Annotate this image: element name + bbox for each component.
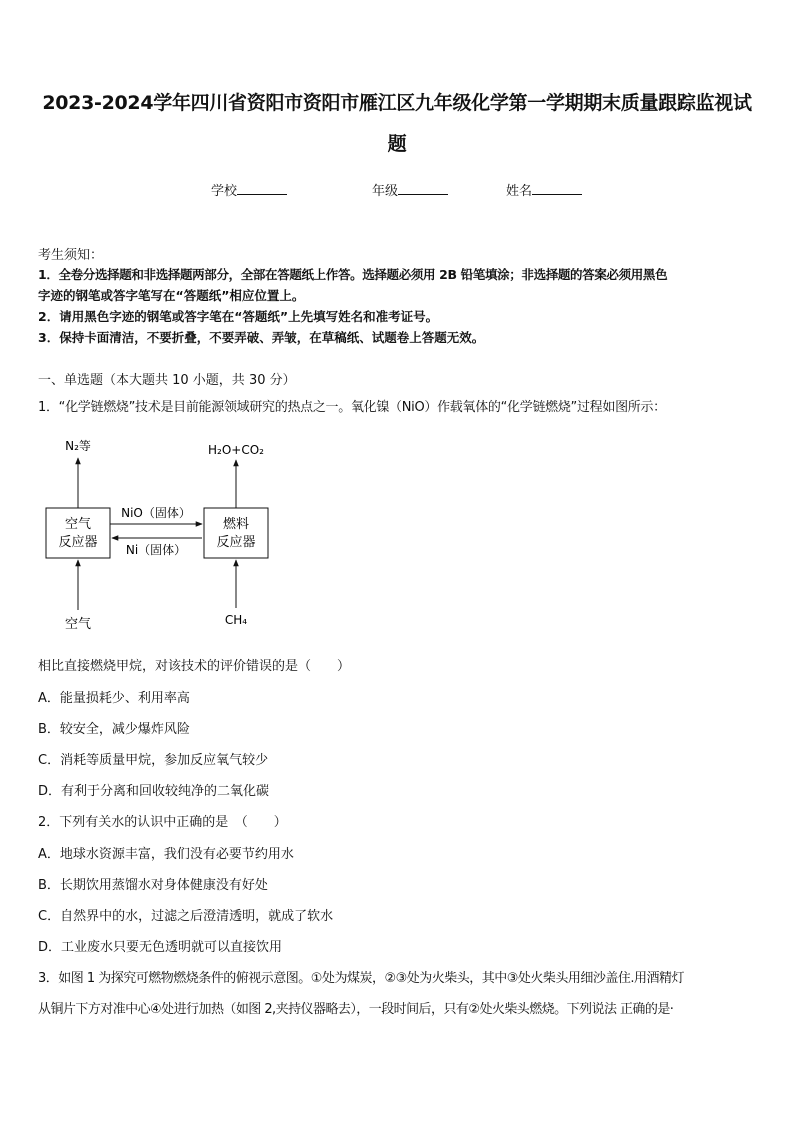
school-field xyxy=(211,180,287,199)
q2-option-c: C．自然界中的水，过滤之后澄清透明，就成了软水 xyxy=(38,909,334,924)
nio-label: NiO（固体） xyxy=(121,506,191,520)
school-blank xyxy=(237,182,287,195)
q2-option-a: A．地球水资源丰富，我们没有必要节约用水 xyxy=(38,847,294,862)
air-reactor-label-1: 空气 xyxy=(64,517,92,532)
q3-stem-line1: 3．如图 1 为探究可燃物燃烧条件的俯视示意图。①处为煤炭，②③处为火柴头，其中③处火柴头用细沙盖住.用酒精灯 xyxy=(38,971,685,986)
q2-option-b: B．长期饮用蒸馏水对身体健康没有好处 xyxy=(38,878,268,893)
notice-item-1a: 1．全卷分选择题和非选择题两部分，全部在答题纸上作答。选择题必须用 2B 铅笔填涂；非选择题的答案必须用黑色 xyxy=(38,267,668,282)
air-in-label: 空气 xyxy=(64,617,92,632)
section-heading: 一、单选题（本大题共 10 小题，共 30 分） xyxy=(38,373,296,388)
fuel-reactor-box xyxy=(204,508,268,558)
exam-title-line2: 题 xyxy=(387,133,407,155)
chemical-looping-diagram xyxy=(38,428,278,638)
q1-stem: 1．“化学链燃烧”技术是目前能源领域研究的热点之一。氧化镍（NiO）作载氧体的“化学链燃烧”过程如图所示： xyxy=(38,400,666,415)
notice-item-2: 2．请用黑色字迹的钢笔或答字笔在“答题纸”上先填写姓名和准考证号。 xyxy=(38,309,439,324)
q2-option-d: D．工业废水只要无色透明就可以直接饮用 xyxy=(38,940,283,955)
fuel-reactor-label-2: 反应器 xyxy=(216,535,256,550)
q1-option-a: A．能量损耗少、利用率高 xyxy=(38,691,190,706)
grade-label: 年级 xyxy=(372,184,399,199)
q1-option-b: B．较安全，减少爆炸风险 xyxy=(38,722,190,737)
grade-field xyxy=(372,180,448,199)
q2-stem: 2．下列有关水的认识中正确的是 （ ） xyxy=(38,815,287,830)
air-reactor-label-2: 反应器 xyxy=(58,535,98,550)
fuel-reactor-label-1: 燃料 xyxy=(222,517,250,532)
air-out-label: N₂等 xyxy=(65,439,91,453)
notice-item-1b: 字迹的钢笔或答字笔写在“答题纸”相应位置上。 xyxy=(38,288,305,303)
q1-question: 相比直接燃烧甲烷，对该技术的评价错误的是（ ） xyxy=(38,659,351,674)
q1-option-d: D．有利于分离和回收较纯净的二氧化碳 xyxy=(38,784,270,799)
name-label: 姓名 xyxy=(506,184,533,199)
fuel-out-label: H₂O+CO₂ xyxy=(208,443,264,457)
air-reactor-box xyxy=(46,508,110,558)
q1-option-c: C．消耗等质量甲烷，参加反应氧气较少 xyxy=(38,753,269,768)
ni-label: Ni（固体） xyxy=(125,543,187,557)
ch4-in-label: CH₄ xyxy=(224,613,248,627)
name-field xyxy=(506,180,582,199)
notice-item-3: 3．保持卡面清洁，不要折叠，不要弄破、弄皱，在草稿纸、试题卷上答题无效。 xyxy=(38,330,485,345)
notice-heading: 考生须知： xyxy=(38,248,104,263)
q3-stem-line2: 从铜片下方对准中心④处进行加热（如图 2,夹持仪器略去），一段时间后，只有②处火柴头燃烧。下列说法 正确的是· xyxy=(38,1002,674,1017)
name-blank xyxy=(532,182,582,195)
school-label: 学校 xyxy=(211,184,238,199)
grade-blank xyxy=(398,182,448,195)
exam-title-line1: 2023-2024学年四川省资阳市资阳市雁江区九年级化学第一学期期末质量跟踪监视试 xyxy=(42,92,752,114)
